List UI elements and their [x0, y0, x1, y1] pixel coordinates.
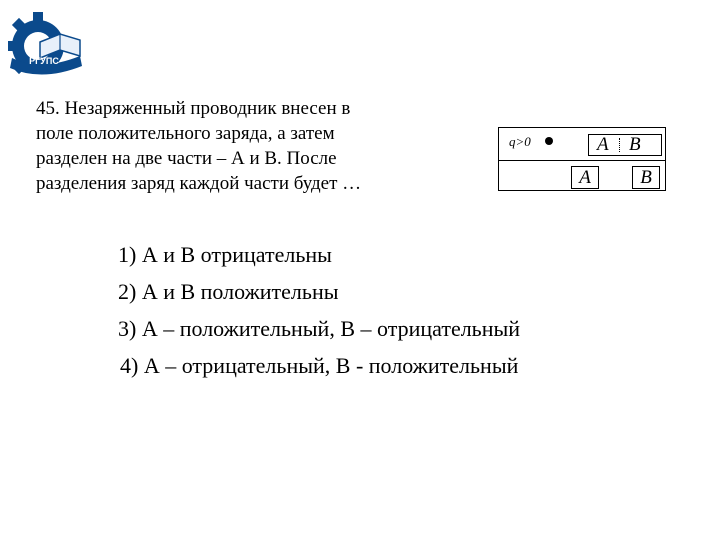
- question-text: [36, 96, 476, 196]
- whole-conductor: [588, 134, 662, 156]
- answer-option-1[interactable]: 1) А и В отрицательны: [118, 242, 332, 267]
- point-charge-icon: [545, 137, 553, 145]
- question-line: разделения заряд каждой части будет …: [36, 173, 362, 194]
- answer-options: [118, 236, 520, 384]
- part-a-box: A: [571, 166, 599, 189]
- university-logo: [0, 0, 92, 92]
- logo-text: РГУПС: [29, 56, 59, 66]
- diagram-divider: [499, 160, 665, 161]
- conductor-split-line: [619, 138, 620, 152]
- answer-option-4[interactable]: 4) А – отрицательный, В - положительный: [120, 353, 519, 378]
- question-line: 45. Незаряженный проводник внесен в: [36, 98, 351, 119]
- part-b-box: B: [632, 166, 660, 189]
- conductor-label-a: A: [597, 134, 609, 155]
- answer-option-2[interactable]: 2) А и В положительны: [118, 279, 339, 304]
- question-line: поле положительного заряда, а затем: [36, 123, 335, 144]
- conductor-label-b: B: [629, 134, 641, 155]
- question-line: разделен на две части – А и В. После: [36, 148, 337, 169]
- answer-option-3[interactable]: 3) А – положительный, В – отрицательный: [118, 316, 521, 341]
- charge-label: q>0: [509, 134, 531, 149]
